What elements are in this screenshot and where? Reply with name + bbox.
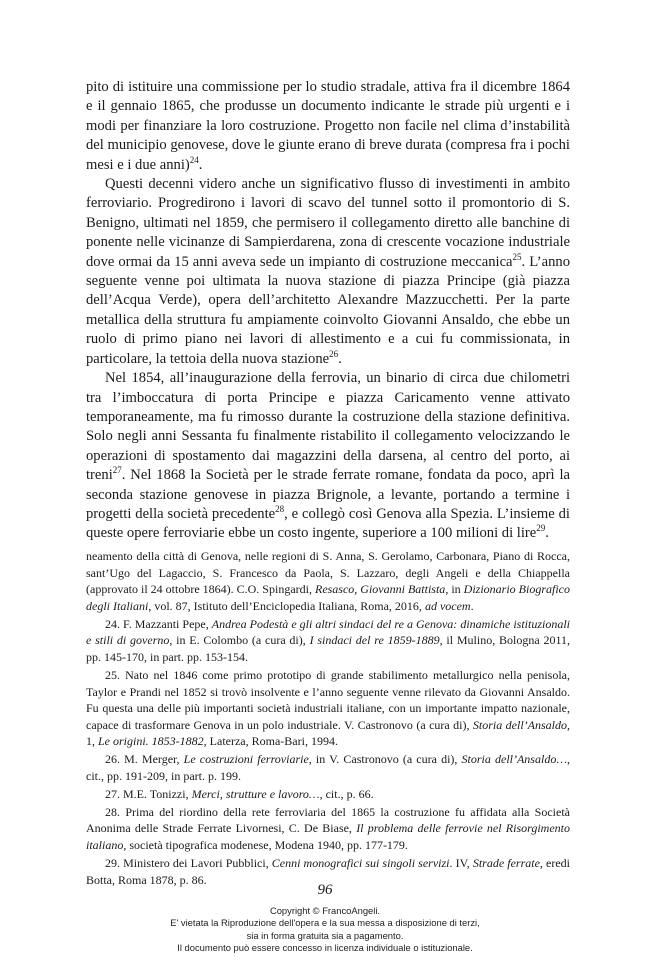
- copyright-notice: [0, 905, 650, 955]
- text-run: , vol. 87, Istituto dell’Enciclopedia Italiana, Roma, 2016,: [148, 598, 425, 613]
- text-run: .: [545, 525, 549, 542]
- italic-title: Le costruzioni ferroviarie: [183, 752, 309, 767]
- text-run: , e collegò così Genova alla Spezia. L’insieme di queste opere ferroviarie ebbe un costo ingente, superiore a 100 milioni di lire: [86, 505, 570, 542]
- text-run: .: [470, 598, 474, 613]
- italic-title: Dizionario Biografico degli Italiani: [86, 582, 570, 613]
- footnote-25: [86, 667, 570, 750]
- italic-title: Storia dell’Ansaldo…: [461, 752, 567, 767]
- text-run: 26. M. Merger,: [105, 752, 184, 767]
- text-run: . L’anno seguente venne poi ultimata la nuova stazione di piazza Principe (già piazza dell’Acqua Verde), opera dell’architetto Alexandre Mazzucchetti. Per la parte metallica della struttura fu ampiamente coinvolto Giovanni Ansaldo, che ebbe un ruolo di primo piano nei lavori di allestimento e a cui fu commissionata, in particolare, la tettoia della nuova stazione: [86, 253, 570, 367]
- text-run: , in V. Castronovo (a cura di),: [308, 752, 462, 767]
- text-run: . Nel 1868 la Società per le strade ferrate romane, fondata da poco, aprì la seconda stazione genovese in piazza Brignole, a levante, portando a termine i progetti della società precedente: [86, 467, 570, 522]
- text-run: , il Mulino, Bologna 2011, pp. 145-170, in part. pp. 153-154.: [86, 633, 571, 664]
- italic-title: Andrea Podestà e gli altri sindaci del re a Genova: dinamiche istituzionali e stili di governo: [86, 616, 570, 648]
- footnote-ref[interactable]: 26: [329, 348, 339, 359]
- footnote-28: [86, 804, 570, 854]
- italic-title: Il problema delle ferrovie nel Risorgimento italiano: [86, 821, 571, 853]
- copyright-line: E' vietata la Riproduzione dell'opera e la sua messa a disposizione di terzi,: [170, 917, 480, 929]
- text-run: , cit., p. 66.: [319, 786, 374, 801]
- text-run: 25. Nato nel 1846 come primo prototipo di grande stabilimento metallurgico nella penisola, Taylor e Prandi nel 1852 si trovò insolvente e l’anno seguente venne rilevato da Giovanni Ansaldo. Fu questa una delle più importanti società industriali italiane, con un importante impatto nazionale, capace di trasformare Genova in un polo industriale. V. Castronovo (a cura di),: [86, 667, 570, 732]
- text-run: pito di istituire una commissione per lo studio stradale, attiva fra il dicembre 1864 e il gennaio 1865, che produsse un documento indicante le strade più urgenti e i modi per finanziare la loro costruzione. Progetto non facile nel clima d’instabilità del municipio genovese, dove le giunte erano di breve durata (compresa fra i pochi mesi e i due anni): [86, 79, 570, 173]
- footnote-ref[interactable]: 28: [275, 504, 285, 515]
- italic-title: I sindaci del re 1859-1889: [309, 633, 440, 648]
- italic-title: Le origini. 1853-1882: [98, 734, 204, 749]
- text-run: , Laterza, Roma-Bari, 1994.: [203, 734, 338, 749]
- text-run: , in: [445, 582, 464, 597]
- paragraph: [86, 78, 570, 175]
- footnote-ref[interactable]: 24: [189, 154, 199, 165]
- text-run: .: [338, 350, 342, 367]
- footnote-ref[interactable]: 29: [536, 523, 546, 534]
- text-run: 24. F. Mazzanti Pepe,: [105, 616, 212, 631]
- italic-title: Strade ferrate: [472, 856, 540, 871]
- text-run: Nel 1854, all’inaugurazione della ferrovia, un binario di circa due chilometri tra l’imboccatura di porta Principe e piazza Caricamento venne attivato temporaneamente, ma fu rimosso durante la costruzione della stazione definitiva. Solo negli anni Sessanta fu finalmente ristabilito il collegamento velocizzando le operazioni di spostamento dai magazzini della darsena, al centro del porto, ai treni: [86, 370, 570, 484]
- footnote-continuation: [86, 548, 570, 614]
- italic-title: Merci, strutture e lavoro…: [191, 786, 320, 801]
- footnote-27: [86, 786, 570, 803]
- text-run: , 1,: [86, 717, 570, 749]
- copyright-line: Copyright © FrancoAngeli.: [269, 905, 381, 916]
- page-number: 96: [317, 882, 333, 898]
- footnote-ref[interactable]: 25: [512, 251, 522, 262]
- text-run: .: [198, 156, 203, 173]
- text-run: 29. Ministero dei Lavori Pubblici,: [105, 856, 272, 871]
- paragraph: [86, 175, 570, 369]
- text-run: , cit., pp. 191-209, in part. p. 199.: [86, 752, 570, 783]
- italic-title: Resasco, Giovanni Battista: [314, 582, 446, 597]
- text-run: neamento della città di Genova, nelle regioni di S. Anna, S. Gerolamo, Carbonara, Piano di Rocca, sant’Ugo del Lagaccio, S. Francesco da Paola, S. Lazzaro, degli Angeli e della Chiappella (approvato il 24 ottobre 1864). C.O. Spingardi,: [86, 549, 570, 597]
- text-run: , in E. Colombo (a cura di),: [169, 633, 310, 648]
- text-run: 27. M.E. Tonizzi,: [105, 786, 192, 801]
- italic-title: Cenni monografici sui singoli servizi: [271, 856, 450, 871]
- text-run: . IV,: [449, 856, 473, 871]
- body-text: [86, 78, 570, 544]
- italic-title: Storia dell’Ansaldo: [472, 717, 567, 732]
- text-run: , eredi Botta, Roma 1878, p. 86.: [86, 856, 570, 887]
- footnotes: [86, 548, 570, 890]
- copyright-line: sia in forma gratuita sia a pagamento.: [246, 929, 404, 941]
- text-run: 28. Prima del riordino della rete ferroviaria del 1865 la costruzione fu affidata alla Società Anonima delle Strade Ferrate Livornesi, C. De Biase,: [86, 804, 570, 836]
- footnote-ref[interactable]: 27: [112, 465, 122, 476]
- footnote-24: [86, 616, 570, 666]
- text-run: , società tipografica modenese, Modena 1940, pp. 177-179.: [123, 838, 408, 853]
- copyright-line: Il documento può essere concesso in licenza individuale o istituzionale.: [177, 942, 473, 954]
- text-run: Questi decenni videro anche un significativo flusso di investimenti in ambito ferroviario. Progredirono i lavori di scavo del tunnel sotto il promontorio di S. Benigno, ultimati nel 1859, che permisero il collegamento diretto alle banchine di ponente nelle vicinanze di Sampierdarena, zona di crescente vocazione industriale dove ormai da 15 anni aveva sede un impianto di costruzione meccanica: [86, 176, 570, 270]
- footnote-26: [86, 751, 570, 784]
- italic-title: ad vocem: [424, 598, 471, 613]
- paragraph: [86, 369, 570, 544]
